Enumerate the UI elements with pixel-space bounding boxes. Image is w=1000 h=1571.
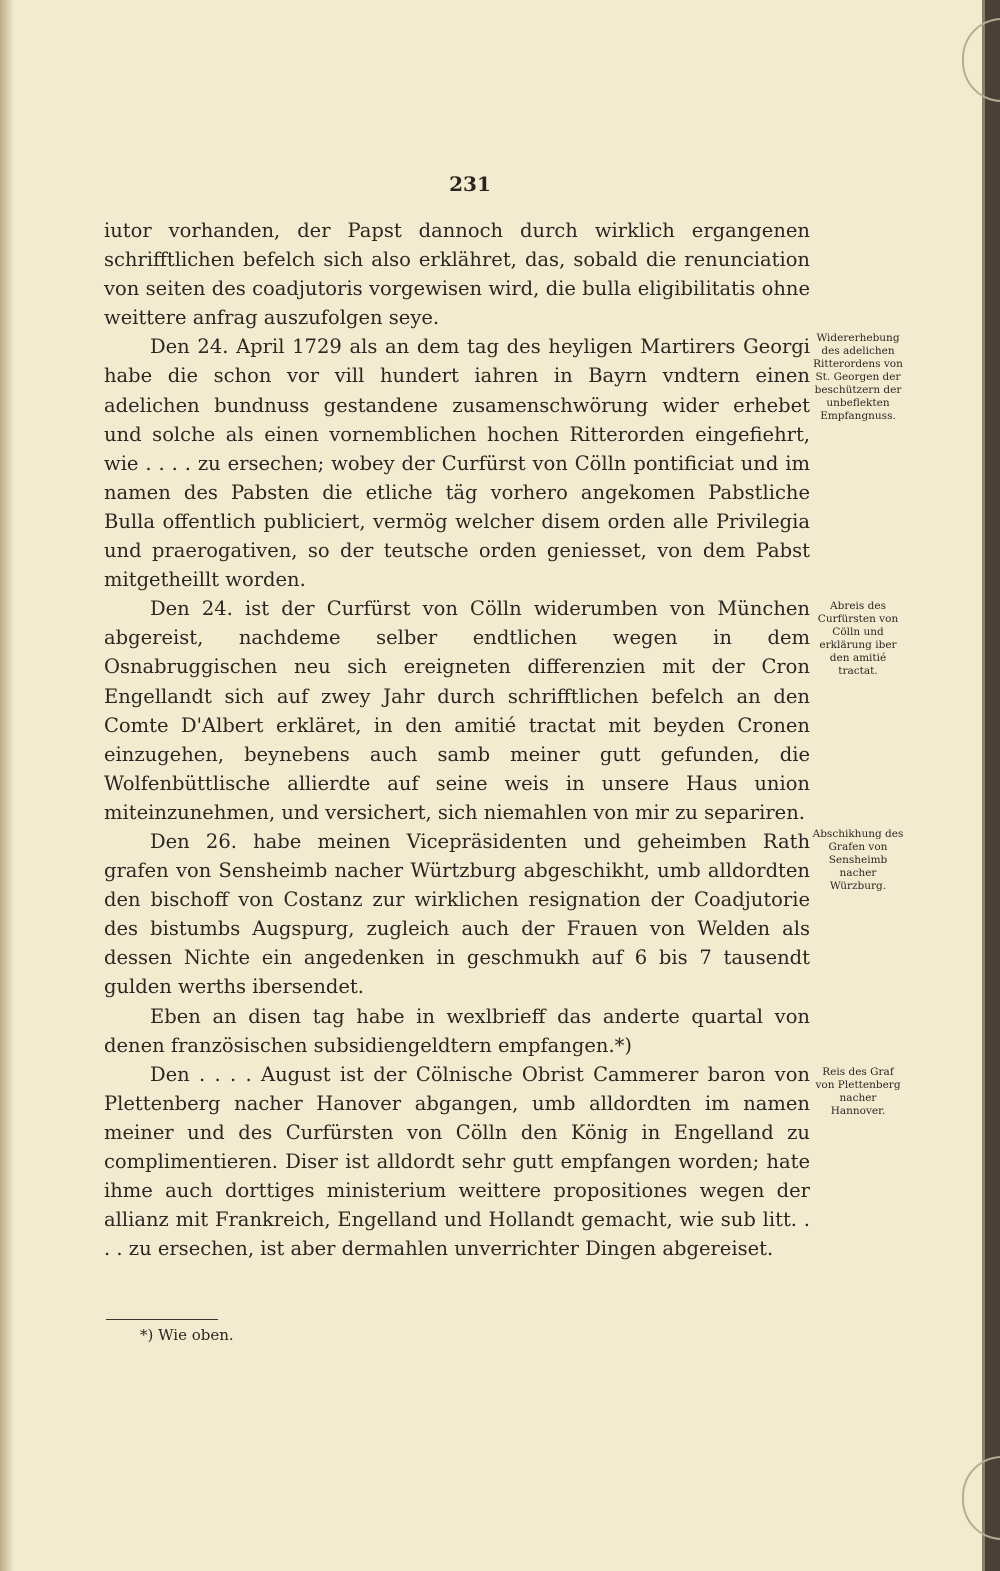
paragraph: Den 24. April 1729 als an dem tag des heyligen Martirers Georgi habe die schon vor vill hundert iahren in Bayrn vndtern einen adelichen bundnuss gestandene zusamenschwörung wider erhebet und solche als einen vornemblichen hochen Ritterorden eingefiehrt, wie . . . . zu ersechen; wobey der Curfürst von Cölln pontificiat und im namen des Pabsten die etliche täg vorhero angekomen Pabstliche Bulla offentlich publiciert, vermög welcher disem orden alle Privilegia und praerogativen, so der teutsche orden geniesset, von dem Pabst mitgetheillt worden. — [104, 335, 810, 592]
body-text — [104, 216, 810, 1263]
paragraph: Den . . . . August ist der Cölnische Obrist Cammerer baron von Plettenberg nacher Hanover abgangen, umb alldordten im namen meiner und des Curfürsten von Cölln den König in Engelland zu complimentieren. Diser ist alldordt sehr gutt empfangen worden; hate ihme auch dorttiges ministerium weittere propositiones wegen der allianz mit Frankreich, Engelland und Hollandt gemacht, wie sub litt. . . . zu ersechen, ist aber dermahlen unverrichter Dingen abgereiset. — [104, 1062, 810, 1261]
margin-note: Abreis des Curfürsten von Cölln und erklärung iber den amitié tractat. — [817, 600, 899, 677]
paragraph: Den 24. ist der Curfürst von Cölln widerumben von München abgereist, nachdeme selber endtlichen wegen in dem Osnabruggischen neu sich ereigneten differenzien mit der Cron Engellandt sich auf zwey Jahr durch schrifftlichen befelch an den Comte D'Albert erkläret, in den amitié tractat mit beyden Cronen einzugehen, beynebens auch samb meiner gutt gefunden, die Wolfenbüttlische allierdte auf seine weis in unsere Haus union miteinzunehmen, und versichert, sich niemahlen von mir zu separiren. — [104, 597, 810, 824]
paragraph: Den 26. habe meinen Vicepräsidenten und geheimben Rath grafen von Sensheimb nacher Würtzburg abgeschikht, umb alldordten den bischoff von Costanz zur wirklichen resignation der Coadjutorie des bistumbs Augspurg, zugleich auch der Frauen von Welden als dessen Nichte ein angedenken in geschmukh auf 6 bis 7 tausendt gulden werths ibersendet. — [104, 829, 810, 999]
page-number: 231 — [449, 172, 491, 196]
binding-ring-top — [962, 18, 1000, 102]
footnote-rule — [106, 1319, 218, 1320]
paragraph: iutor vorhanden, der Papst dannoch durch wirklich ergangenen schrifftlichen befelch sich also erklähret, das, sobald die renunciation von seiten des coadjutoris vorgewisen wird, die bulla eligibilitatis ohne weittere anfrag auszufolgen seye. — [104, 219, 810, 330]
margin-note: Reis des Graf von Plettenberg nacher Hannover. — [815, 1066, 901, 1117]
margin-note: Abschikhung des Grafen von Sensheimb nacher Würzburg. — [812, 828, 904, 892]
paragraph: Eben an disen tag habe in wexlbrieff das anderte quartal von denen französischen subsidiengeldtern empfangen.*) — [104, 1004, 810, 1057]
spine-shadow — [0, 0, 14, 1571]
binding-ring-bottom — [962, 1456, 1000, 1540]
margin-note: Widererhebung des adelichen Ritterordens von St. Georgen der beschützern der unbeflekten Empfangnuss. — [813, 332, 903, 422]
footnote: *) Wie oben. — [140, 1326, 234, 1344]
